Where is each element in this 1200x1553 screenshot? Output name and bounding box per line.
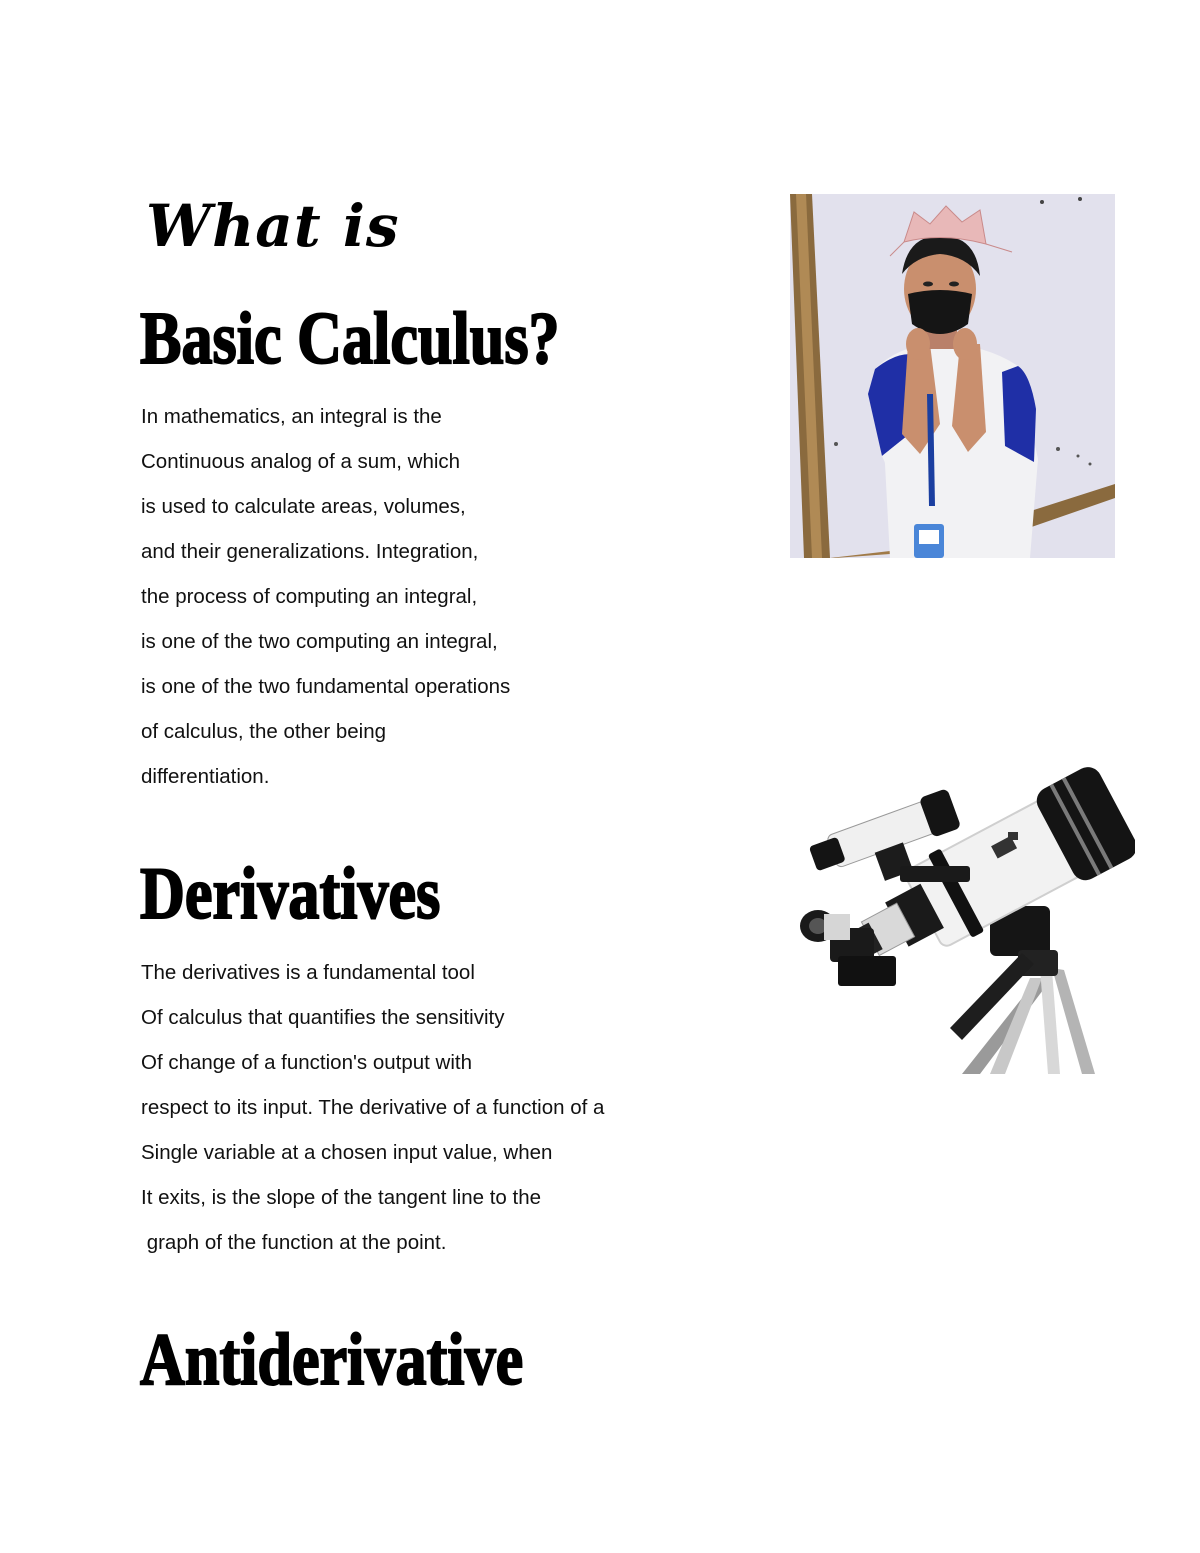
derivatives-line: The derivatives is a fundamental tool [141,961,475,984]
derivatives-line: Single variable at a chosen input value, when [141,1141,553,1164]
intro-line: is one of the two fundamental operations [141,675,511,698]
intro-line: and their generalizations. Integration, [141,540,479,563]
intro-line: is one of the two computing an integral, [141,630,498,653]
derivatives-line: Of calculus that quantifies the sensitivity [141,1006,505,1029]
derivatives-paragraph [141,950,604,1265]
intro-line: Continuous analog of a sum, which [141,450,461,473]
intro-line: is used to calculate areas, volumes, [141,495,466,518]
derivatives-heading: Derivatives [140,853,441,935]
intro-line: In mathematics, an integral is the [141,405,442,428]
intro-line: the process of computing an integral, [141,585,478,608]
antiderivative-heading: Antiderivative [140,1319,524,1401]
student-photo [790,194,1115,558]
derivatives-line: graph of the function at the point. [141,1231,447,1254]
telescope-image [790,738,1135,1074]
basic-calculus-heading: Basic Calculus? [140,298,560,380]
derivatives-line: respect to its input. The derivative of a function of a [141,1096,605,1119]
intro-line: of calculus, the other being [141,720,387,743]
what-is-heading: What is [146,192,400,260]
intro-line: differentiation. [141,765,270,788]
derivatives-line: It exits, is the slope of the tangent line to the [141,1186,542,1209]
intro-paragraph [141,394,510,799]
derivatives-line: Of change of a function's output with [141,1051,472,1074]
